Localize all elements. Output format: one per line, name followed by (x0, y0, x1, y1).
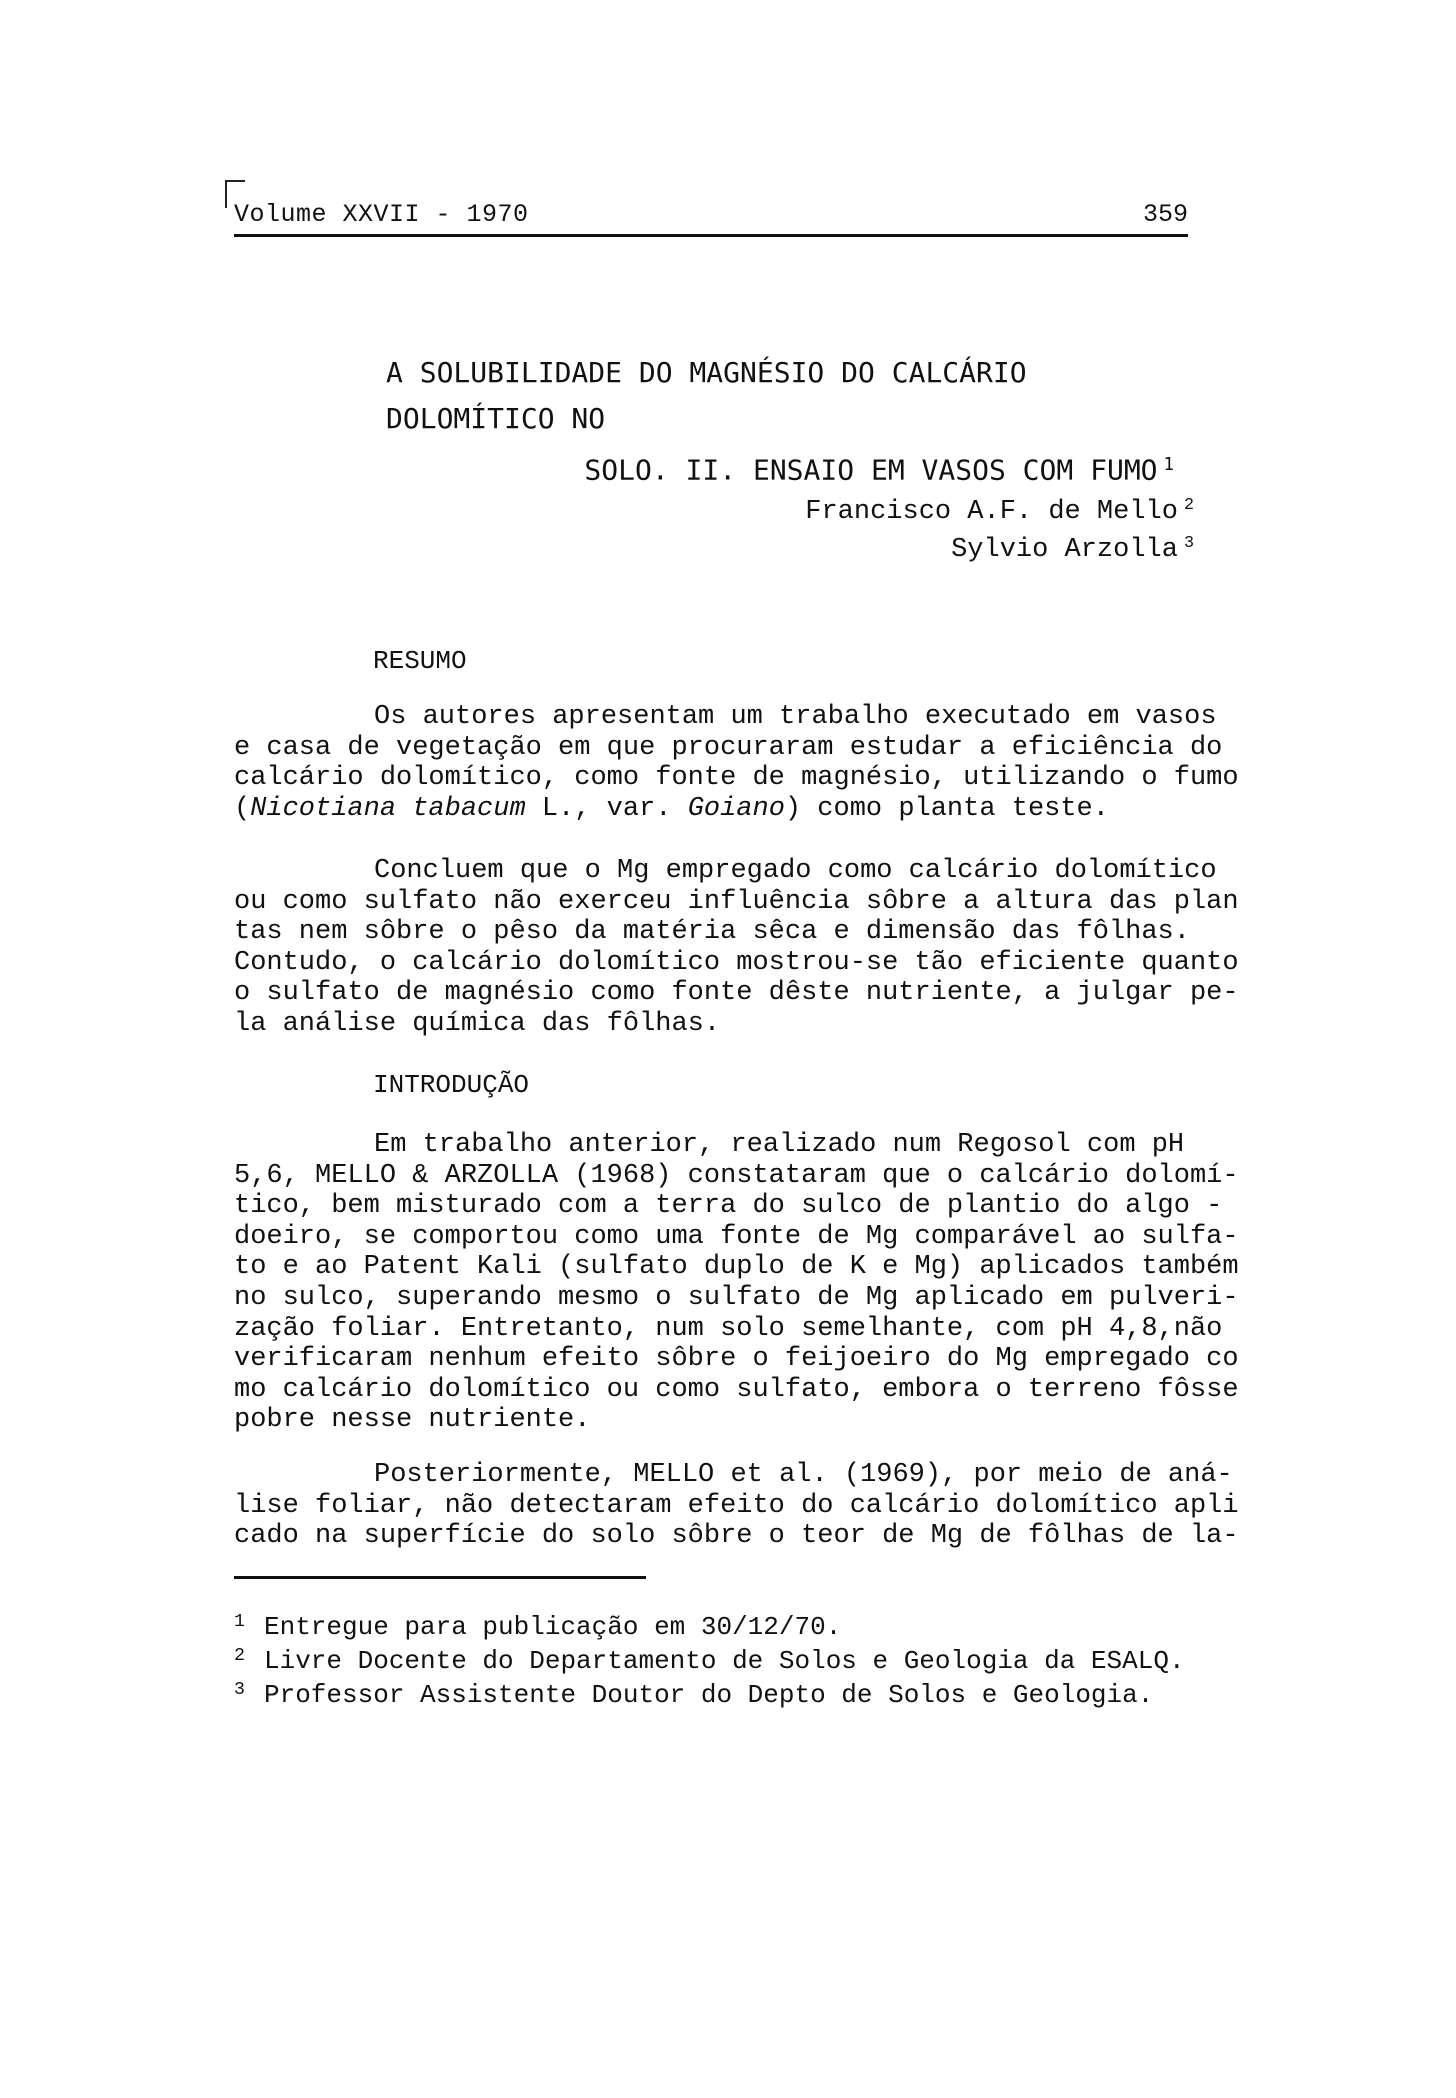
text-line: tas nem sôbre o pêso da matéria sêca e dimensão das fôlhas. (234, 917, 1190, 948)
author-1 (700, 490, 1194, 528)
text-line: no sulco, superando mesmo o sulfato de Mg aplicado em pulveri- (234, 1282, 1239, 1313)
page-number: 359 (1142, 200, 1188, 229)
footnote-1 (234, 1608, 1194, 1642)
text-line: tico, bem misturado com a terra do sulco de plantio do algo - (234, 1191, 1223, 1222)
running-header (234, 198, 1188, 237)
text-line: Os autores apresentam um trabalho executado em vasos (374, 702, 1217, 732)
title-line-2-text: SOLO. II. ENSAIO EM VASOS COM FUMO (584, 453, 1158, 487)
text-line (234, 794, 1182, 825)
author-list (700, 490, 1194, 566)
title-footnote-ref: 1 (1163, 455, 1174, 475)
text-fragment: L., var. (525, 793, 688, 824)
text-line: la análise química das fôlhas. (234, 1008, 721, 1039)
introducao-paragraph-1 (234, 1130, 1239, 1436)
text-line: doeiro, se comportou como uma fonte de Mg comparável ao sulfa- (234, 1221, 1239, 1252)
volume-label: Volume XXVII - 1970 (234, 200, 529, 229)
author-1-name: Francisco A.F. de Mello (805, 497, 1178, 528)
text-line: lise foliar, não detectaram efeito do calcário dolomítico apli (234, 1490, 1239, 1521)
text-line: Concluem que o Mg empregado como calcário dolomítico (374, 856, 1217, 886)
species-name: Nicotiana tabacum (250, 793, 526, 824)
introducao-paragraph-2 (234, 1460, 1239, 1552)
text-line: ou como sulfato não exerceu influência sôbre a altura das plan (234, 886, 1239, 917)
resumo-paragraph-2 (234, 856, 1239, 1040)
text-fragment: ( (234, 793, 251, 824)
text-line: verificaram nenhum efeito sôbre o feijoeiro do Mg empregado co (234, 1344, 1239, 1375)
article-title (386, 350, 1188, 494)
footnote-text: Entregue para publicação em 30/12/70. (264, 1612, 842, 1643)
author-2 (700, 528, 1194, 566)
title-line-1: A SOLUBILIDADE DO MAGNÉSIO DO CALCÁRIO DOLOMÍTICO NO (386, 356, 1027, 435)
footnote-number: 3 (234, 1680, 245, 1701)
footnote-3 (234, 1676, 1194, 1710)
resumo-paragraph-1 (234, 702, 1239, 824)
text-line: zação foliar. Entretanto, num solo semelhante, com pH 4,8,não (234, 1313, 1223, 1344)
text-line: pobre nesse nutriente. (234, 1405, 591, 1436)
text-line: Posteriormente, MELLO et al. (1969), por meio de aná- (374, 1460, 1233, 1490)
text-line: calcário dolomítico, como fonte de magnésio, utilizando o fumo (234, 763, 1239, 794)
text-line: mo calcário dolomítico ou como sulfato, embora o terreno fôsse (234, 1374, 1239, 1405)
footnote-text: Professor Assistente Doutor do Depto de Solos e Geologia. (264, 1680, 1154, 1711)
author-1-ref: 2 (1183, 496, 1194, 515)
text-line: cado na superfície do solo sôbre o teor de Mg de fôlhas de la- (234, 1521, 1239, 1552)
footnote-number: 1 (234, 1612, 245, 1632)
author-2-name: Sylvio Arzolla (951, 535, 1178, 566)
variety-name: Goiano (687, 793, 785, 824)
author-2-ref: 3 (1183, 534, 1194, 554)
introducao-heading: INTRODUÇÃO (373, 1070, 530, 1100)
footnote-2 (234, 1642, 1194, 1676)
resumo-heading: RESUMO (373, 646, 467, 676)
text-line: o sulfato de magnésio como fonte dêste nutriente, a julgar pe- (234, 978, 1239, 1009)
text-line: Contudo, o calcário dolomítico mostrou-se tão eficiente quanto (234, 947, 1239, 978)
footnote-number: 2 (234, 1646, 245, 1667)
text-line: e casa de vegetação em que procuraram estudar a eficiência do (234, 732, 1223, 763)
footnote-rule (234, 1576, 646, 1579)
text-line: 5,6, MELLO & ARZOLLA (1968) constataram que o calcário dolomí- (234, 1160, 1239, 1191)
title-line-2 (386, 442, 1188, 494)
footnotes (234, 1608, 1194, 1711)
footnote-text: Livre Docente do Departamento de Solos e Geologia da ESALQ. (264, 1646, 1185, 1677)
text-line: to e ao Patent Kali (sulfato duplo de K e Mg) aplicados também (234, 1252, 1239, 1283)
text-fragment: ) como planta teste. (784, 793, 1109, 824)
text-line: Em trabalho anterior, realizado num Regosol com pH (374, 1130, 1185, 1160)
